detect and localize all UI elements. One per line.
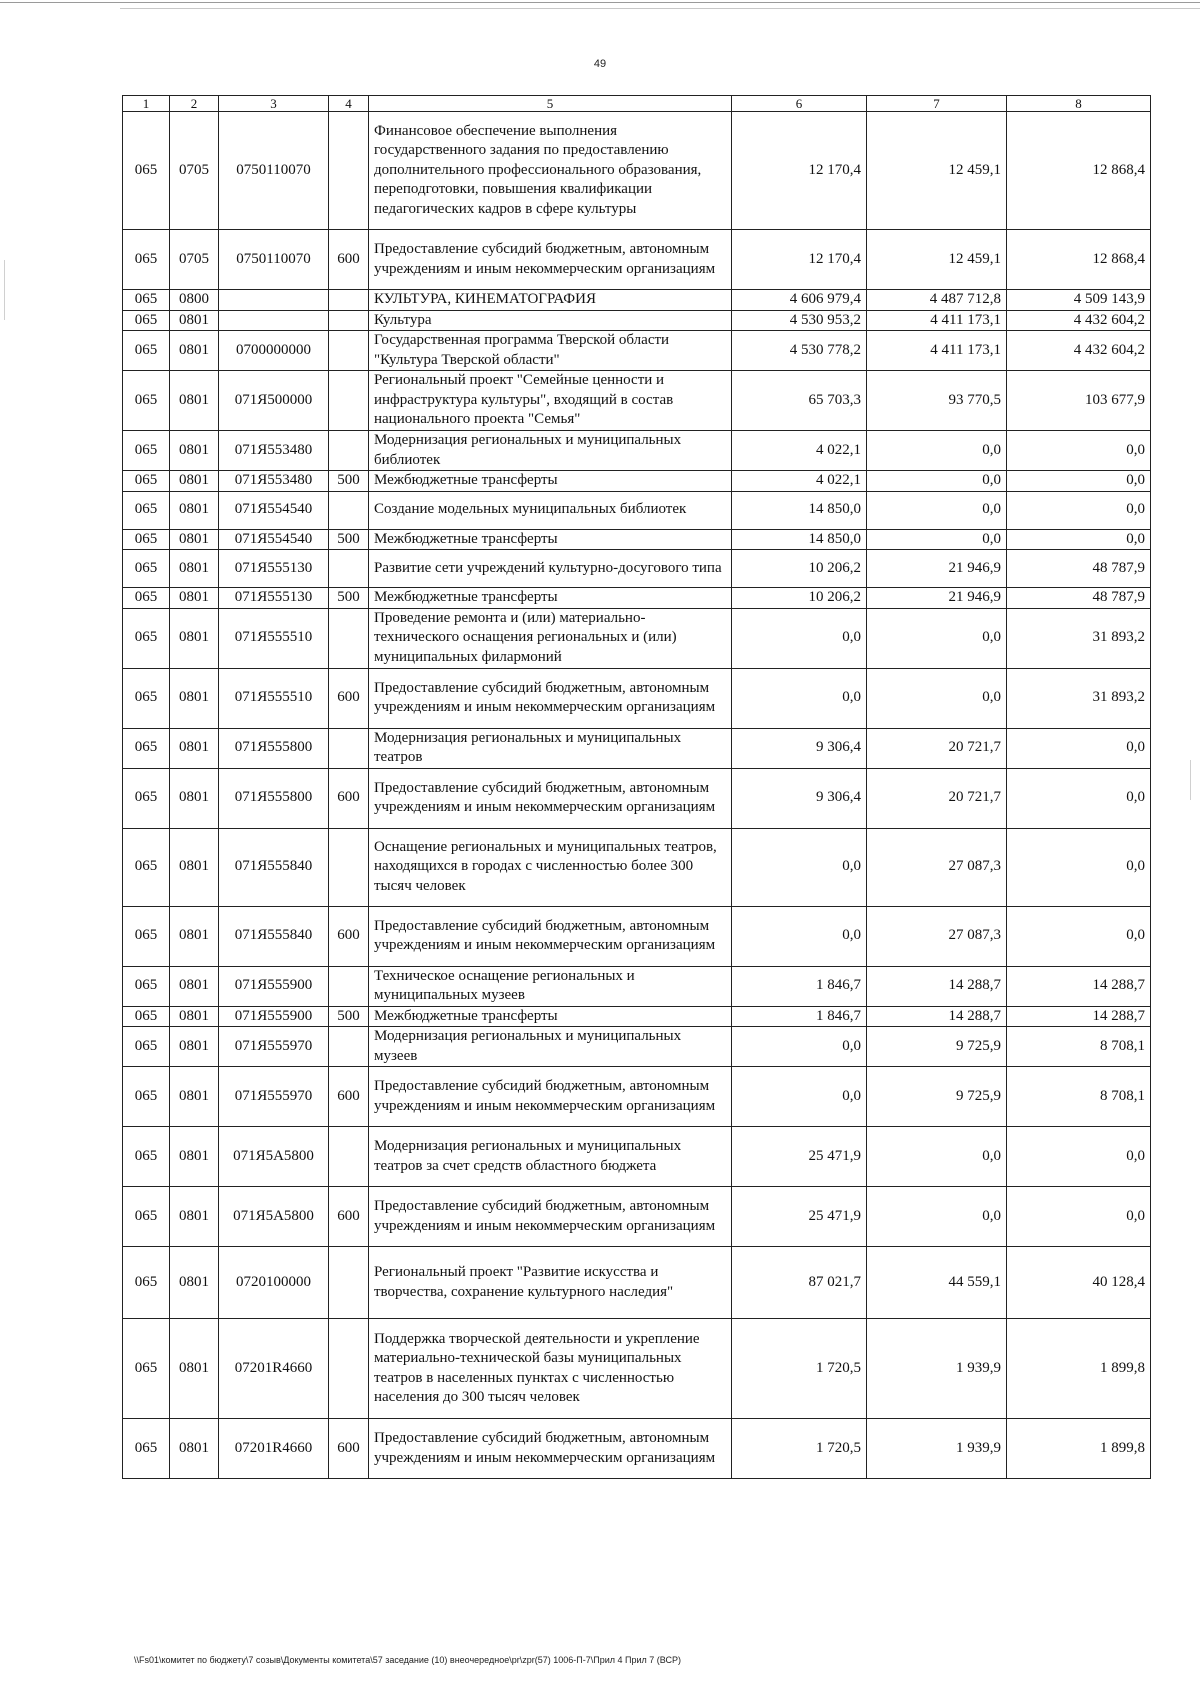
- description-cell: Финансовое обеспечение выполнения государственного задания по предоставлению дополнительного профессионального образования, переподготовки, повышения квалификации педагогических кадров в сфере культуры: [369, 112, 732, 230]
- value-col8-cell: 1 899,8: [1007, 1419, 1151, 1479]
- section-code-cell: 0801: [170, 1006, 219, 1027]
- description-cell: Оснащение региональных и муниципальных театров, находящихся в городах с численностью более 300 тысяч человек: [369, 828, 732, 906]
- value-col6-cell: 1 846,7: [732, 1006, 867, 1027]
- value-col6-cell: 12 170,4: [732, 230, 867, 290]
- section-code-cell: 0801: [170, 431, 219, 471]
- target-code-cell: 0700000000: [219, 331, 329, 371]
- section-code-cell: 0801: [170, 906, 219, 966]
- value-col7-cell: 0,0: [867, 471, 1007, 492]
- value-col6-cell: 0,0: [732, 608, 867, 668]
- description-cell: Предоставление субсидий бюджетным, автономным учреждениям и иным некоммерческим организациям: [369, 668, 732, 728]
- admin-code-cell: 065: [123, 1187, 170, 1247]
- description-cell: Межбюджетные трансферты: [369, 529, 732, 550]
- scan-edge-line: [0, 2, 1200, 3]
- target-code-cell: 071Я555510: [219, 668, 329, 728]
- target-code-cell: 07201R4660: [219, 1319, 329, 1419]
- section-code-cell: 0801: [170, 310, 219, 331]
- target-code-cell: 071Я555900: [219, 966, 329, 1006]
- admin-code-cell: 065: [123, 112, 170, 230]
- value-col7-cell: 9 725,9: [867, 1067, 1007, 1127]
- value-col8-cell: 12 868,4: [1007, 112, 1151, 230]
- description-cell: Предоставление субсидий бюджетным, автономным учреждениям и иным некоммерческим организациям: [369, 1067, 732, 1127]
- value-col6-cell: 4 530 953,2: [732, 310, 867, 331]
- target-code-cell: 071Я555970: [219, 1027, 329, 1067]
- expense-type-cell: [329, 290, 369, 311]
- admin-code-cell: 065: [123, 491, 170, 529]
- section-code-cell: 0801: [170, 966, 219, 1006]
- value-col6-cell: 0,0: [732, 668, 867, 728]
- value-col7-cell: 12 459,1: [867, 230, 1007, 290]
- value-col8-cell: 12 868,4: [1007, 230, 1151, 290]
- column-number-row: [123, 96, 1151, 112]
- target-code-cell: 071Я555510: [219, 608, 329, 668]
- description-cell: Поддержка творческой деятельности и укрепление материально-технической базы муниципальных театров в населенных пунктах с численностью населения до 300 тысяч человек: [369, 1319, 732, 1419]
- section-code-cell: 0800: [170, 290, 219, 311]
- value-col6-cell: 12 170,4: [732, 112, 867, 230]
- scan-margin-mark: [1190, 760, 1191, 800]
- description-cell: Межбюджетные трансферты: [369, 1006, 732, 1027]
- admin-code-cell: 065: [123, 906, 170, 966]
- value-col8-cell: 1 899,8: [1007, 1319, 1151, 1419]
- section-code-cell: 0801: [170, 608, 219, 668]
- expense-type-cell: 600: [329, 1187, 369, 1247]
- value-col6-cell: 4 606 979,4: [732, 290, 867, 311]
- value-col7-cell: 0,0: [867, 1127, 1007, 1187]
- description-cell: Модернизация региональных и муниципальных библиотек: [369, 431, 732, 471]
- admin-code-cell: 065: [123, 728, 170, 768]
- value-col6-cell: 0,0: [732, 828, 867, 906]
- value-col6-cell: 4 022,1: [732, 471, 867, 492]
- description-cell: Модернизация региональных и муниципальных театров за счет средств областного бюджета: [369, 1127, 732, 1187]
- section-code-cell: 0801: [170, 728, 219, 768]
- value-col6-cell: 1 720,5: [732, 1319, 867, 1419]
- expense-type-cell: [329, 1247, 369, 1319]
- description-cell: КУЛЬТУРА, КИНЕМАТОГРАФИЯ: [369, 290, 732, 311]
- column-header-8: 8: [1007, 96, 1151, 112]
- section-code-cell: 0801: [170, 331, 219, 371]
- value-col8-cell: 0,0: [1007, 828, 1151, 906]
- expense-type-cell: [329, 112, 369, 230]
- value-col8-cell: 4 432 604,2: [1007, 331, 1151, 371]
- admin-code-cell: 065: [123, 310, 170, 331]
- table-row: [123, 1247, 1151, 1319]
- description-cell: Создание модельных муниципальных библиотек: [369, 491, 732, 529]
- admin-code-cell: 065: [123, 608, 170, 668]
- value-col7-cell: 14 288,7: [867, 1006, 1007, 1027]
- expense-type-cell: 500: [329, 588, 369, 609]
- admin-code-cell: 065: [123, 371, 170, 431]
- admin-code-cell: 065: [123, 550, 170, 588]
- value-col7-cell: 4 411 173,1: [867, 310, 1007, 331]
- target-code-cell: 071Я553480: [219, 431, 329, 471]
- value-col7-cell: 4 411 173,1: [867, 331, 1007, 371]
- section-code-cell: 0801: [170, 1067, 219, 1127]
- section-code-cell: 0801: [170, 1187, 219, 1247]
- value-col7-cell: 0,0: [867, 491, 1007, 529]
- value-col8-cell: 0,0: [1007, 491, 1151, 529]
- section-code-cell: 0705: [170, 230, 219, 290]
- admin-code-cell: 065: [123, 290, 170, 311]
- value-col7-cell: 0,0: [867, 668, 1007, 728]
- section-code-cell: 0801: [170, 550, 219, 588]
- value-col7-cell: 20 721,7: [867, 768, 1007, 828]
- value-col8-cell: 0,0: [1007, 431, 1151, 471]
- table-row: [123, 491, 1151, 529]
- description-cell: Предоставление субсидий бюджетным, автономным учреждениям и иным некоммерческим организациям: [369, 906, 732, 966]
- table-row: [123, 906, 1151, 966]
- value-col7-cell: 21 946,9: [867, 588, 1007, 609]
- table-row: [123, 768, 1151, 828]
- value-col7-cell: 21 946,9: [867, 550, 1007, 588]
- value-col6-cell: 25 471,9: [732, 1127, 867, 1187]
- expense-type-cell: [329, 828, 369, 906]
- admin-code-cell: 065: [123, 431, 170, 471]
- admin-code-cell: 065: [123, 1247, 170, 1319]
- section-code-cell: 0705: [170, 112, 219, 230]
- page-number: 49: [593, 58, 607, 70]
- value-col8-cell: 0,0: [1007, 471, 1151, 492]
- value-col8-cell: 31 893,2: [1007, 668, 1151, 728]
- expense-type-cell: 500: [329, 471, 369, 492]
- table-row: [123, 112, 1151, 230]
- description-cell: Культура: [369, 310, 732, 331]
- value-col6-cell: 10 206,2: [732, 550, 867, 588]
- expense-type-cell: [329, 431, 369, 471]
- admin-code-cell: 065: [123, 471, 170, 492]
- target-code-cell: 0750110070: [219, 230, 329, 290]
- table-row: [123, 1006, 1151, 1027]
- value-col8-cell: 4 432 604,2: [1007, 310, 1151, 331]
- expense-type-cell: [329, 550, 369, 588]
- section-code-cell: 0801: [170, 668, 219, 728]
- section-code-cell: 0801: [170, 491, 219, 529]
- expense-type-cell: [329, 310, 369, 331]
- value-col8-cell: 8 708,1: [1007, 1067, 1151, 1127]
- table-row: [123, 668, 1151, 728]
- expense-type-cell: 600: [329, 906, 369, 966]
- description-cell: Развитие сети учреждений культурно-досугового типа: [369, 550, 732, 588]
- admin-code-cell: 065: [123, 1419, 170, 1479]
- section-code-cell: 0801: [170, 1247, 219, 1319]
- admin-code-cell: 065: [123, 1127, 170, 1187]
- table-row: [123, 1127, 1151, 1187]
- admin-code-cell: 065: [123, 966, 170, 1006]
- admin-code-cell: 065: [123, 1027, 170, 1067]
- column-header-2: 2: [170, 96, 219, 112]
- value-col8-cell: 0,0: [1007, 728, 1151, 768]
- value-col6-cell: 1 846,7: [732, 966, 867, 1006]
- value-col8-cell: 14 288,7: [1007, 1006, 1151, 1027]
- target-code-cell: 0750110070: [219, 112, 329, 230]
- value-col6-cell: 87 021,7: [732, 1247, 867, 1319]
- value-col8-cell: 40 128,4: [1007, 1247, 1151, 1319]
- expense-type-cell: [329, 371, 369, 431]
- expense-type-cell: [329, 1319, 369, 1419]
- target-code-cell: 071Я5А5800: [219, 1187, 329, 1247]
- description-cell: Региональный проект "Развитие искусства и творчества, сохранение культурного наследия": [369, 1247, 732, 1319]
- target-code-cell: 071Я555130: [219, 550, 329, 588]
- value-col6-cell: 65 703,3: [732, 371, 867, 431]
- column-header-6: 6: [732, 96, 867, 112]
- target-code-cell: 071Я555840: [219, 828, 329, 906]
- table-row: [123, 431, 1151, 471]
- description-cell: Предоставление субсидий бюджетным, автономным учреждениям и иным некоммерческим организациям: [369, 768, 732, 828]
- value-col8-cell: 14 288,7: [1007, 966, 1151, 1006]
- expense-type-cell: 500: [329, 529, 369, 550]
- admin-code-cell: 065: [123, 668, 170, 728]
- target-code-cell: 0720100000: [219, 1247, 329, 1319]
- value-col7-cell: 9 725,9: [867, 1027, 1007, 1067]
- admin-code-cell: 065: [123, 1067, 170, 1127]
- expense-type-cell: [329, 966, 369, 1006]
- target-code-cell: [219, 290, 329, 311]
- expense-type-cell: 600: [329, 230, 369, 290]
- value-col6-cell: 9 306,4: [732, 728, 867, 768]
- target-code-cell: 071Я500000: [219, 371, 329, 431]
- expense-type-cell: [329, 1027, 369, 1067]
- value-col7-cell: 0,0: [867, 529, 1007, 550]
- section-code-cell: 0801: [170, 471, 219, 492]
- value-col7-cell: 0,0: [867, 431, 1007, 471]
- value-col8-cell: 48 787,9: [1007, 550, 1151, 588]
- description-cell: Предоставление субсидий бюджетным, автономным учреждениям и иным некоммерческим организациям: [369, 1419, 732, 1479]
- value-col7-cell: 12 459,1: [867, 112, 1007, 230]
- expense-type-cell: [329, 608, 369, 668]
- admin-code-cell: 065: [123, 768, 170, 828]
- value-col6-cell: 4 022,1: [732, 431, 867, 471]
- footer-file-path: \\Fs01\комитет по бюджету\7 созыв\Документы комитета\57 заседание (10) внеочередное\pr\zpr(57) 1006-П-7\Прил 4 Прил 7 (ВСР): [134, 1655, 681, 1665]
- value-col7-cell: 27 087,3: [867, 906, 1007, 966]
- table-row: [123, 310, 1151, 331]
- scan-margin-mark: [4, 260, 5, 320]
- value-col7-cell: 14 288,7: [867, 966, 1007, 1006]
- value-col8-cell: 8 708,1: [1007, 1027, 1151, 1067]
- table-row: [123, 471, 1151, 492]
- description-cell: Предоставление субсидий бюджетным, автономным учреждениям и иным некоммерческим организациям: [369, 230, 732, 290]
- value-col6-cell: 14 850,0: [732, 491, 867, 529]
- table-row: [123, 529, 1151, 550]
- value-col7-cell: 27 087,3: [867, 828, 1007, 906]
- section-code-cell: 0801: [170, 529, 219, 550]
- value-col7-cell: 44 559,1: [867, 1247, 1007, 1319]
- section-code-cell: 0801: [170, 828, 219, 906]
- value-col6-cell: 0,0: [732, 1027, 867, 1067]
- table-row: [123, 828, 1151, 906]
- table-row: [123, 331, 1151, 371]
- target-code-cell: [219, 310, 329, 331]
- section-code-cell: 0801: [170, 371, 219, 431]
- value-col6-cell: 1 720,5: [732, 1419, 867, 1479]
- section-code-cell: 0801: [170, 588, 219, 609]
- table-row: [123, 550, 1151, 588]
- table-row: [123, 1187, 1151, 1247]
- target-code-cell: 071Я555840: [219, 906, 329, 966]
- value-col8-cell: 103 677,9: [1007, 371, 1151, 431]
- expense-type-cell: 600: [329, 1067, 369, 1127]
- admin-code-cell: 065: [123, 230, 170, 290]
- admin-code-cell: 065: [123, 529, 170, 550]
- value-col6-cell: 9 306,4: [732, 768, 867, 828]
- value-col6-cell: 10 206,2: [732, 588, 867, 609]
- column-header-7: 7: [867, 96, 1007, 112]
- value-col8-cell: 0,0: [1007, 768, 1151, 828]
- description-cell: Проведение ремонта и (или) материально-технического оснащения региональных и (или) муниципальных филармоний: [369, 608, 732, 668]
- value-col7-cell: 93 770,5: [867, 371, 1007, 431]
- scan-edge-line: [120, 8, 1200, 9]
- target-code-cell: 071Я554540: [219, 491, 329, 529]
- description-cell: Модернизация региональных и муниципальных театров: [369, 728, 732, 768]
- target-code-cell: 071Я554540: [219, 529, 329, 550]
- value-col8-cell: 0,0: [1007, 1187, 1151, 1247]
- table-row: [123, 728, 1151, 768]
- value-col6-cell: 0,0: [732, 1067, 867, 1127]
- value-col8-cell: 0,0: [1007, 529, 1151, 550]
- budget-table: [122, 95, 1151, 1479]
- description-cell: Государственная программа Тверской области "Культура Тверской области": [369, 331, 732, 371]
- target-code-cell: 071Я555130: [219, 588, 329, 609]
- expense-type-cell: 500: [329, 1006, 369, 1027]
- target-code-cell: 071Я555800: [219, 728, 329, 768]
- table-row: [123, 1419, 1151, 1479]
- column-header-3: 3: [219, 96, 329, 112]
- value-col6-cell: 4 530 778,2: [732, 331, 867, 371]
- section-code-cell: 0801: [170, 768, 219, 828]
- admin-code-cell: 065: [123, 1319, 170, 1419]
- table-row: [123, 230, 1151, 290]
- table-row: [123, 371, 1151, 431]
- table-row: [123, 608, 1151, 668]
- section-code-cell: 0801: [170, 1127, 219, 1187]
- value-col7-cell: 20 721,7: [867, 728, 1007, 768]
- expense-type-cell: [329, 331, 369, 371]
- value-col8-cell: 48 787,9: [1007, 588, 1151, 609]
- expense-type-cell: 600: [329, 668, 369, 728]
- value-col8-cell: 4 509 143,9: [1007, 290, 1151, 311]
- table-body: [123, 112, 1151, 1479]
- admin-code-cell: 065: [123, 828, 170, 906]
- target-code-cell: 071Я5А5800: [219, 1127, 329, 1187]
- section-code-cell: 0801: [170, 1319, 219, 1419]
- value-col7-cell: 1 939,9: [867, 1419, 1007, 1479]
- value-col7-cell: 4 487 712,8: [867, 290, 1007, 311]
- description-cell: Предоставление субсидий бюджетным, автономным учреждениям и иным некоммерческим организациям: [369, 1187, 732, 1247]
- value-col8-cell: 0,0: [1007, 1127, 1151, 1187]
- table-row: [123, 290, 1151, 311]
- description-cell: Региональный проект "Семейные ценности и инфраструктура культуры", входящий в состав национального проекта "Семья": [369, 371, 732, 431]
- expense-type-cell: [329, 1127, 369, 1187]
- value-col8-cell: 31 893,2: [1007, 608, 1151, 668]
- value-col8-cell: 0,0: [1007, 906, 1151, 966]
- target-code-cell: 07201R4660: [219, 1419, 329, 1479]
- admin-code-cell: 065: [123, 588, 170, 609]
- expense-type-cell: [329, 728, 369, 768]
- table-row: [123, 1067, 1151, 1127]
- value-col6-cell: 14 850,0: [732, 529, 867, 550]
- description-cell: Модернизация региональных и муниципальных музеев: [369, 1027, 732, 1067]
- target-code-cell: 071Я555800: [219, 768, 329, 828]
- value-col7-cell: 0,0: [867, 608, 1007, 668]
- table-row: [123, 1319, 1151, 1419]
- target-code-cell: 071Я553480: [219, 471, 329, 492]
- table-row: [123, 966, 1151, 1006]
- section-code-cell: 0801: [170, 1027, 219, 1067]
- expense-type-cell: 600: [329, 1419, 369, 1479]
- column-header-4: 4: [329, 96, 369, 112]
- table-header: [123, 96, 1151, 112]
- description-cell: Межбюджетные трансферты: [369, 588, 732, 609]
- value-col6-cell: 25 471,9: [732, 1187, 867, 1247]
- value-col7-cell: 1 939,9: [867, 1319, 1007, 1419]
- expense-type-cell: [329, 491, 369, 529]
- description-cell: Техническое оснащение региональных и муниципальных музеев: [369, 966, 732, 1006]
- table-row: [123, 588, 1151, 609]
- column-header-5: 5: [369, 96, 732, 112]
- value-col7-cell: 0,0: [867, 1187, 1007, 1247]
- target-code-cell: 071Я555900: [219, 1006, 329, 1027]
- value-col6-cell: 0,0: [732, 906, 867, 966]
- admin-code-cell: 065: [123, 1006, 170, 1027]
- description-cell: Межбюджетные трансферты: [369, 471, 732, 492]
- column-header-1: 1: [123, 96, 170, 112]
- section-code-cell: 0801: [170, 1419, 219, 1479]
- expense-type-cell: 600: [329, 768, 369, 828]
- table-row: [123, 1027, 1151, 1067]
- admin-code-cell: 065: [123, 331, 170, 371]
- target-code-cell: 071Я555970: [219, 1067, 329, 1127]
